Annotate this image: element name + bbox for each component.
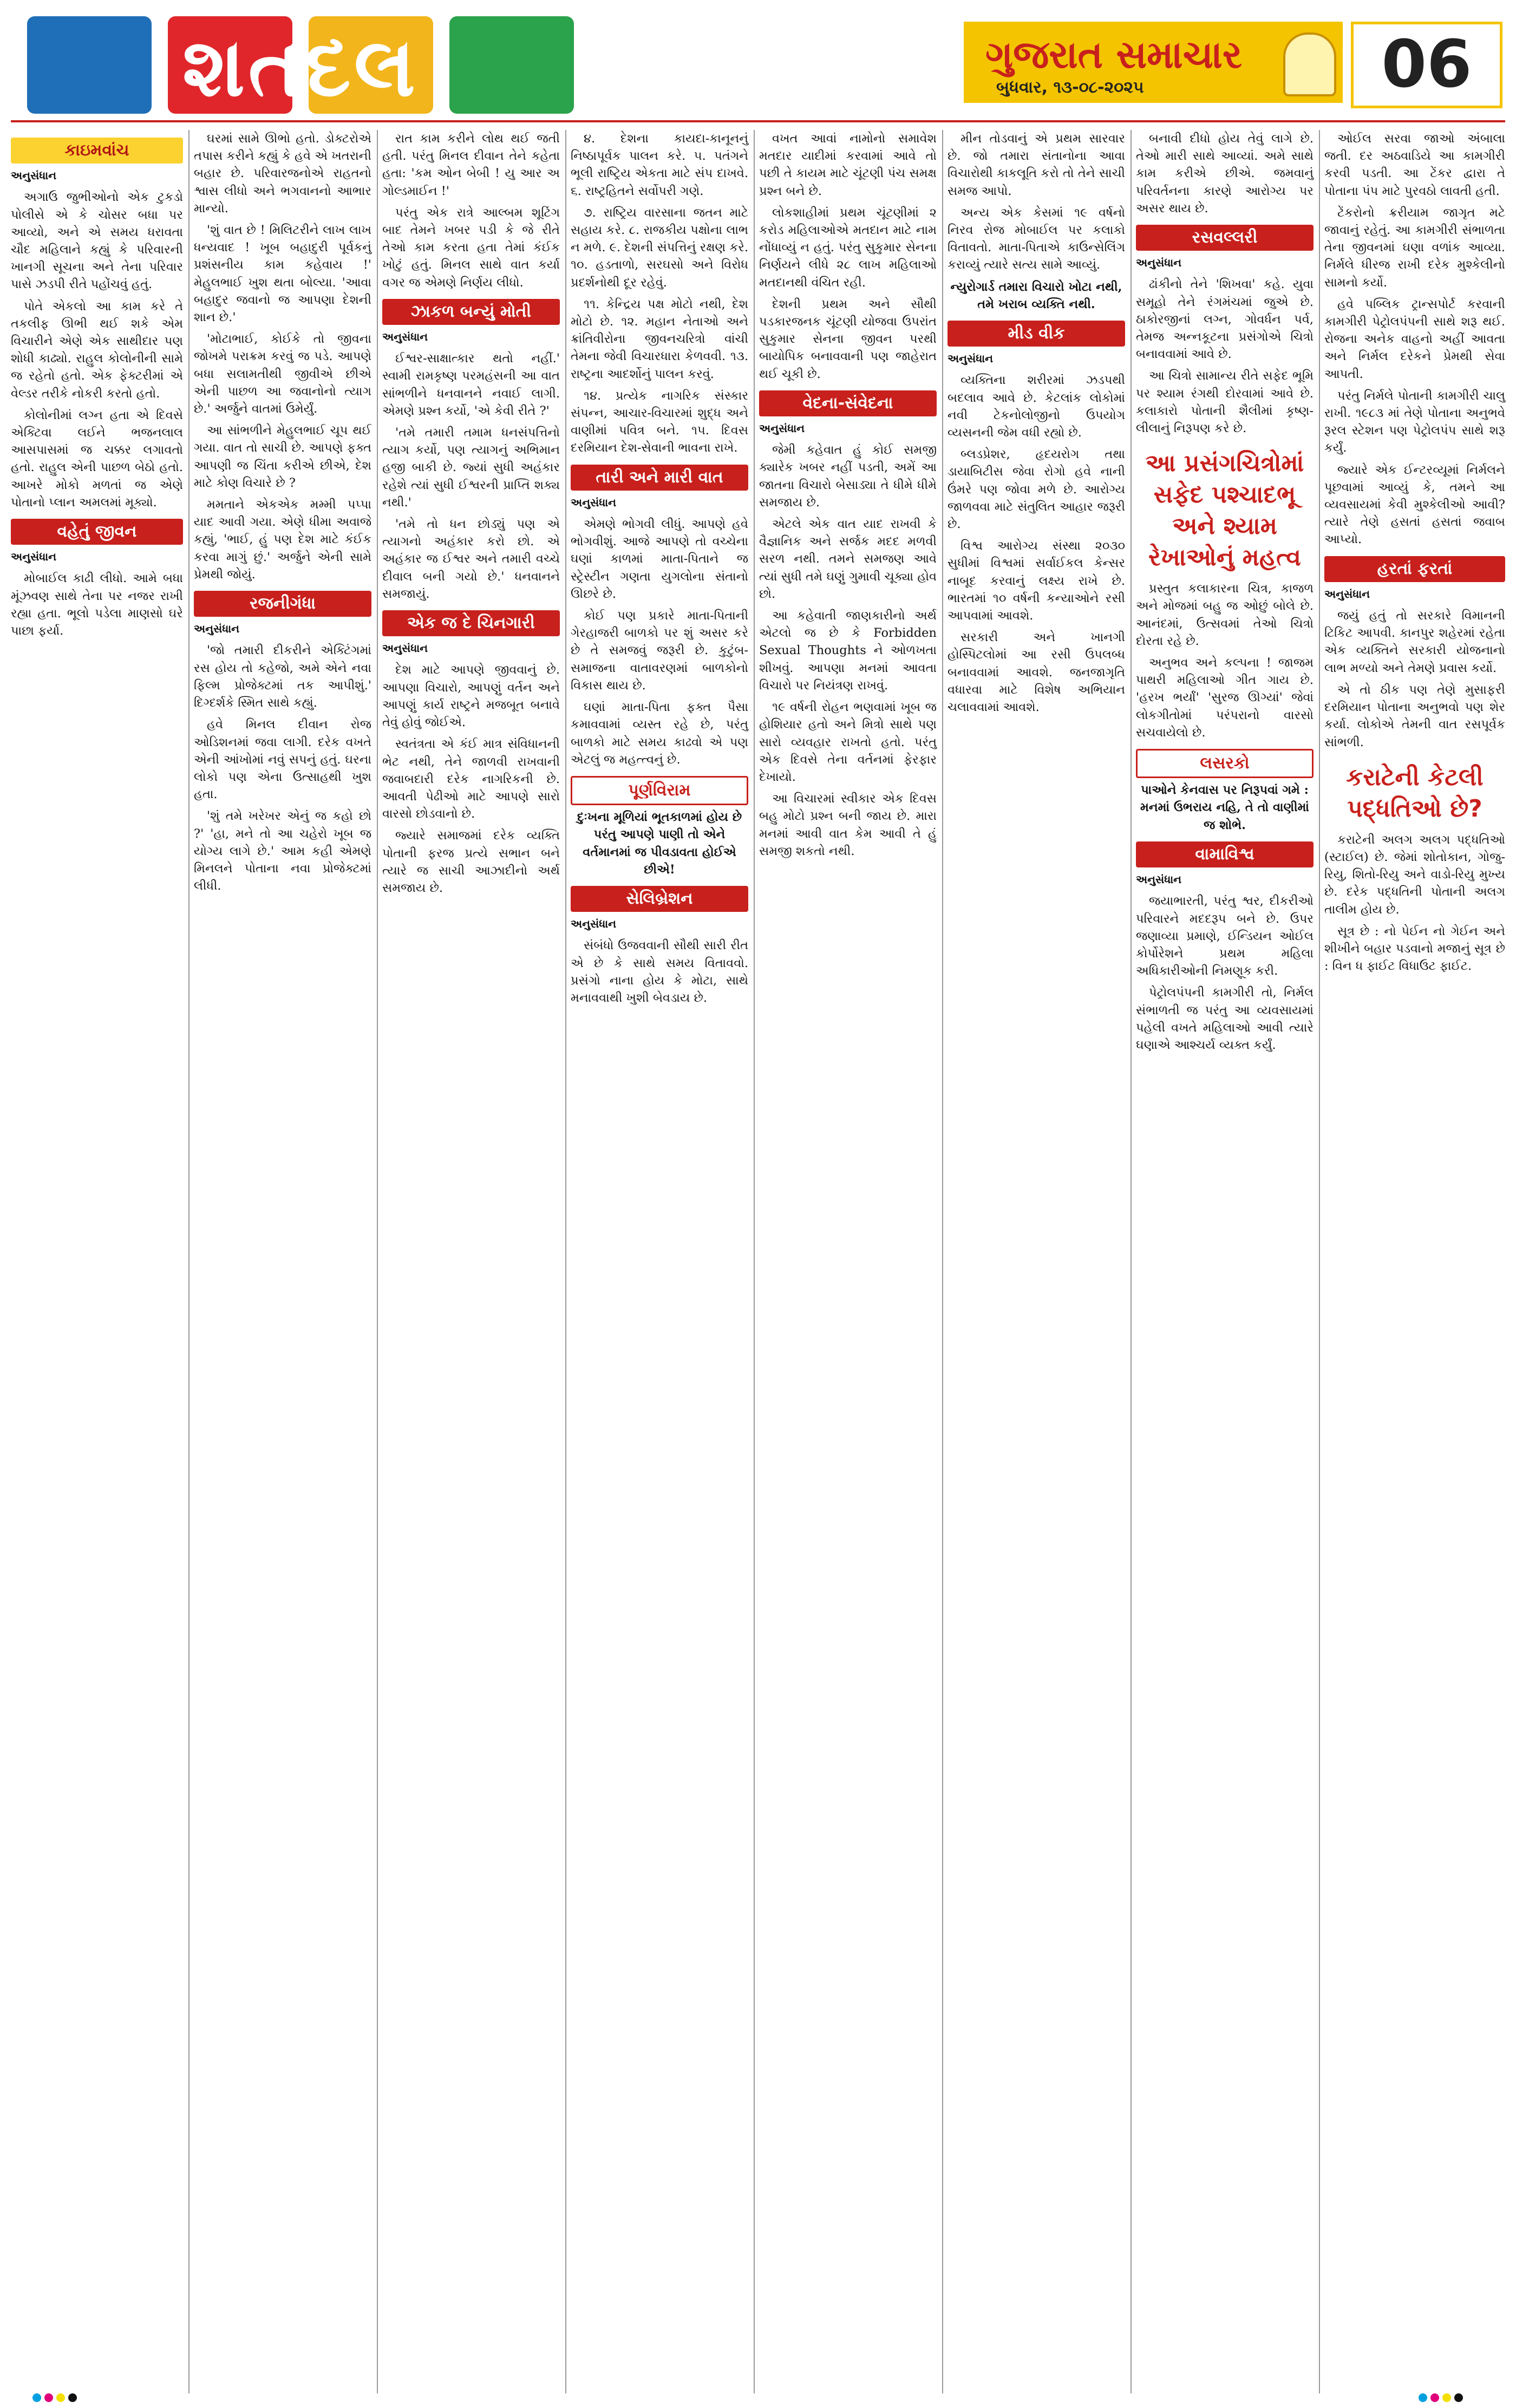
paragraph: ૭. રાષ્ટ્રિય વારસાના જતન માટે સહાય કરે. ૮. રાજકીય પક્ષોના લાભ ન મળે. ૯. દેશની સંપત્તિનું રક્ષણ કરે. ૧૦. હડતાળો, સરઘસો અને વિરોધ પ્રદર્શનોથી દૂર રહેવું. [571,205,748,290]
masthead [0,0,1516,125]
column-4 [571,130,748,1011]
paragraph: આ ચિત્રો સામાન્ય રીતે સફેદ ભૂમિ પર શ્યામ રંગથી દોરવામાં આવે છે. કલાકારો પોતાની શૈલીમાં કૃષ્ણ-લીલાનું નિરૂપણ કરે છે. [1136,369,1314,436]
column-5 [759,130,937,864]
registration-dot-icon [68,2393,77,2402]
paragraph: દેશ માટે આપણે જીવવાનું છે. આપણા વિચારો, આપણું વર્તન અને આપણું કાર્ય રાષ્ટ્રને મજબૂત બનાવે તેવું હોવું જોઈએ. [382,663,560,730]
column-1 [11,130,183,644]
paragraph: મીન તોડવાનું એ પ્રથમ સારવાર છે. જો તમારા સંતાનોના આવા વિચારોથી કાકલૂતિ કરો તો તેને સાચી સમજ આપો. [948,132,1125,198]
paragraph: 'શું વાત છે ! મિલિટરીને લાખ લાખ ધન્યવાદ ! ખૂબ બહાદુરી પૂર્વકનું પ્રશંસનીય કામ કહેવાય !' મેહુલભાઈ ખુશ થતા બોલ્યા. 'આવા બહાદુર જવાનો જ આપણા દેશની શાન છે.' [194,223,371,325]
paragraph: ઘણાં માતા-પિતા ફક્ત પૈસા કમાવવામાં વ્યસ્ત રહે છે, પરંતુ બાળકો માટે સમય કાઢવો એ પણ એટલું જ મહત્ત્વનું છે. [571,700,748,767]
byline: અનુસંધાન [382,330,428,344]
byline: અનુસંધાન [11,169,56,182]
paragraph: ૧૧. કેન્દ્રિય પક્ષ મોટો નથી, દેશ મોટો છે. ૧૨. મહાન નેતાઓ અને ક્રાંતિવીરોના જીવનચરિત્રો વાંચી તેમના જેવી વિચારધારા કેળવવી. ૧૩. રાષ્ટ્રના આદર્શોનું પાલન કરવું. [571,297,748,381]
paragraph: 'શું તમે ખરેખર એનું જ કહો છો ?' 'હા, મને તો આ ચહેરો ખૂબ જ યોગ્ય લાગે છે.' આમ કહી એમણે મિનલને પોતાના નવા પ્રોજેક્ટમાં લીધી. [194,809,371,893]
brand-band [964,22,1343,103]
paragraph: કરાટેની અલગ અલગ પદ્ધતિઓ (સ્ટાઈલ) છે. જેમાં શોતોકાન, ગોજુ-રિયુ, શિતો-રિયુ અને વાડો-રિયુ મુખ્ય છે. દરેક પદ્ધતિની પોતાની અલગ તાલીમ હોય છે. [1324,832,1505,917]
byline: અનુસંધાન [571,495,616,509]
paragraph: લોકશાહીમાં પ્રથમ ચૂંટણીમાં ૨ કરોડ મહિલાઓએ મતદાન માટે નામ નોંધાવ્યું ન હતું. પરંતુ સુકુમાર સેનના નિર્ણયને લીધે ૨૮ લાખ મહિલાઓ મતદાનથી વંચિત રહી. [759,205,937,290]
registration-dot-icon [44,2393,53,2402]
paragraph: ઢાંકીનો તેને 'શિખવા' કહે. યુવા સમૂહો તેને રંગમંચમાં જુએ છે. ઠાકોરજીનાં લગ્ન, ગોવર્ધન પર્વ, તેમજ અન્નકૂટના પ્રસંગોએ ચિત્રો બનાવવામાં આવે છે. [1136,277,1314,362]
section-heading: વેદના-સંવેદના [759,390,937,416]
paragraph: જયું હતું તો સરકારે વિમાનની ટિકિટ આપવી. કાનપુર શહેરમાં રહેતા એક વ્યક્તિને સરકારી યોજનાનો લાભ મળ્યો અને તેમણે પ્રવાસ કર્યો. [1324,609,1505,675]
section-logo [16,11,585,119]
masthead-divider [11,120,1505,122]
section-heading: એક જ દે ચિનગારી [382,610,560,636]
paragraph: ઘરમાં સામે ઊભો હતો. ડોક્ટરોએ તપાસ કરીને કહ્યું કે હવે એ ખતરાની બહાર છે. પરિવારજનોએ રાહતનો શ્વાસ લીધો અને ભગવાનનો આભાર માન્યો. [194,132,371,216]
feature-headline: આ પ્રસંગચિત્રોમાં સફેદ પશ્ચાદભૂ અને શ્યામ રેખાઓનું મહત્વ [1145,449,1304,572]
section-heading: રસવલ્લરી [1136,225,1314,251]
column-8 [1324,130,1505,979]
column-divider [565,130,566,2393]
paragraph: વ્યક્તિના શરીરમાં ઝડપથી બદલાવ આવે છે. કેટલાંક લોકોમાં નવી ટેકનોલોજીનો ઉપયોગ વ્યસનની જેમ વધી રહ્યો છે. [948,373,1125,440]
pull-quote: દુઃખના મૂળિયાં ભૂતકાળમાં હોય છે પરંતુ આપણે પાણી તો એને વર્તમાનમાં જ પીવડાવતા હોઈએ છીએ! [577,810,742,877]
column-6 [948,130,1125,720]
color-registration-marks [32,2393,80,2404]
byline: અનુસંધાન [1136,873,1181,886]
byline: અનુસંધાન [194,622,239,636]
paragraph: એટલે એક વાત યાદ રાખવી કે વૈજ્ઞાનિક અને સર્જક મદદ મળવી સરળ નથી. તમને સમજણ આવે ત્યાં સુધી તમે ઘણું ગુમાવી ચૂક્યા હોવ છો. [759,517,937,601]
paragraph: સરકારી અને ખાનગી હોસ્પિટલોમાં આ રસી ઉપલબ્ધ બનાવવામાં આવશે. જનજાગૃતિ વધારવા માટે વિશેષ અભિયાન ચલાવવામાં આવશે. [948,630,1125,715]
paragraph: ઈશ્વર-સાક્ષાત્કાર થતો નહીં.' સ્વામી રામકૃષ્ણ પરમહંસની આ વાત સાંભળીને ધનવાનને નવાઈ લાગી. એમણે પ્રશ્ન કર્યો, 'એ કેવી રીતે ?' [382,351,560,418]
paragraph: પ્રસ્તુત કલાકારના ચિત્ર, કાજળ અને મોજમાં બહુ જ ઓછું બોલે છે. આનંદમાં, ઉત્સવમાં તેઓ ચિત્રો દોરતા રહે છે. [1136,582,1314,648]
newspaper-name: ગુજરાત સમાચાર [985,32,1243,77]
paragraph: કોલોનીમાં લગ્ન હતા એ દિવસે એક્ટિવા લઈને ભજનલાલ આસપાસમાં જ ચક્કર લગાવતો હતો. રાહુલ એની પાછળ બેઠો હતો. આખરે મોકો મળતાં જ એણે પોતાનો પ્લાન અમલમાં મૂક્યો. [11,408,183,510]
paragraph: આ વિચારમાં સ્વીકાર એક દિવસ બહુ મોટો પ્રશ્ન બની જાય છે. મારા મનમાં આવી વાત કેમ આવી તે હું સમજી શકતો નથી. [759,792,937,858]
paragraph: પોતે એકલો આ કામ કરે તે તકલીફ ઊભી થઈ શકે એમ વિચારીને એણે એક સાથીદાર પણ શોધી કાઢ્યો. રાહુલ કોલોનીની સામે જ રહેતો હતો. એક ફેક્ટરીમાં એ વેલ્ડર તરીકે નોકરી કરતો હતો. [11,299,183,401]
paragraph: જ્યારે સમાજમાં દરેક વ્યક્તિ પોતાની ફરજ પ્રત્યે સભાન બને ત્યારે જ સાચી આઝાદીનો અર્થ સમજાય છે. [382,828,560,895]
paragraph: વિશ્વ આરોગ્ય સંસ્થા ૨૦૩૦ સુધીમાં વિશ્વમાં સર્વાઈકલ કેન્સર નાબૂદ કરવાનું લક્ષ્ય રાખે છે. ભારતમાં ૧૦ વર્ષની કન્યાઓને રસી આપવામાં આવશે. [948,539,1125,623]
section-heading: તારી અને મારી વાત [571,465,748,491]
section-title: શતદલ [182,21,419,115]
paragraph: ટેંકરોનો ક્રરીયામ જાગૃત મટે જાવાનું રહેતું. આ કામગીરી સંભાળતા તેના જીવનમાં ઘણા વળાંક આવ્યા. નિર્મલે ધીરજ રાખી દરેક મુશ્કેલીનો સામનો કર્યો. [1324,205,1505,290]
paragraph: 'મોટાભાઈ, કોઈકે તો જીવના જોખમે પરાક્રમ કરવું જ પડે. આપણે બધા સલામતીથી જીવીએ છીએ એની પાછળ આ જવાનોનો ત્યાગ છે.' અર્જુને વાતમાં ઉમેર્યું. [194,332,371,416]
registration-dot-icon [1419,2393,1427,2402]
paragraph: પેટ્રોલપંપની કામગીરી તો, નિર્મલ સંભાળતી જ પરંતુ આ વ્યવસાયમાં પહેલી વખતે મહિલાઓ આવી ત્યારે ઘણાએ આશ્ચર્ય વ્યક્ત કર્યું. [1136,986,1314,1052]
paragraph: 'તમે તમારી તમામ ધનસંપત્તિનો ત્યાગ કર્યો, પણ ત્યાગનું અભિમાન હજી બાકી છે. જ્યાં સુધી અહંકાર રહેશે ત્યાં સુધી ઈશ્વરની પ્રાપ્તિ શક્ય નથી.' [382,426,560,510]
paragraph: અગાઉ જુભીઓનો એક ટુકડો પોલીસે એ કે ચોસર બધા પર આવ્યો, અને એ સમય ધરાવતા ચૌદ મહિલાને કહ્યું કે પરિવારની ખાનગી સૂચના અને તેના પરિવાર પાસે ઝડપી રીતે પહોંચવું હતું. [11,190,183,292]
paragraph: આ સાંભળીને મેહુલભાઈ ચૂપ થઈ ગયા. વાત તો સાચી છે. આપણે ફક્ત આપણી જ ચિંતા કરીએ છીએ, દેશ માટે કોણ વિચારે છે ? [194,423,371,490]
byline: અનુસંધાન [948,352,993,366]
paragraph: જેમી કહેવાત હું કોઈ સમજી ક્યારેક ખબર નહીં પડતી, અમેં આ જાતના વિચારો બેસાડ્યા તે ધીમે ધીમે સમજાય છે. [759,443,937,510]
section-heading: મીડ વીક [948,321,1125,347]
section-heading: હરતાં ફરતાં [1324,556,1505,582]
paragraph: એ તો ઠીક પણ તેણે મુસાફરી દરમિયાન પોતાના અનુભવો પણ શેર કર્યા. લોકોએ તેમની વાત રસપૂર્વક સાંભળી. [1324,682,1505,749]
paragraph: ઓઈલ સરવા જાઓ અંબાલા જતી. દર અઠવાડિયે આ કામગીરી કરવી પડતી. આ ટેંકર દ્વારા તે પોતાના પંપ માટે પુરવઠો લાવતી હતી. [1324,132,1505,198]
paragraph: જયાભારતી, પરંતુ શ્વર, દીકરીઓ પરિવારને મદદરૂપ બને છે. ઉપર જણાવ્યા પ્રમાણે, ઈન્ડિયન ઓઈલ કોર્પોરેશને પ્રથમ મહિલા અધિકારીઓની નિમણૂક કરી. [1136,894,1314,978]
paragraph: પરંતુ નિર્મલે પોતાની કામગીરી ચાલુ રાખી. ૧૯૮૩ માં તેણે પોતાના અનુભવે રૂરલ સ્ટેશન પણ પેટ્રોલપંપ સાથે શરૂ કર્યું. [1324,388,1505,455]
byline: અનુસંધાન [11,550,56,564]
registration-dot-icon [1454,2393,1463,2402]
byline: અનુસંધાન [759,422,805,435]
paragraph: બનાવી દીધો હોય તેવું લાગે છે. તેઓ મારી સાથે આવ્યાં. અમે સાથે કામ કરીએ છીએ. જમવાનું પરિવર્તનના કારણે આરોગ્ય પર અસર થાય છે. [1136,132,1314,216]
paragraph: હવે મિનલ દીવાન રોજ ઓડિશનમાં જવા લાગી. દરેક વખતે એની આંખોમાં નવું સપનું હતું. ઘરના લોકો પણ એના ઉત્સાહથી ખુશ હતા. [194,717,371,802]
section-heading: લસરકો [1136,749,1314,778]
column-divider [1319,130,1320,2393]
paragraph: સ્વતંત્રતા એ કંઈ માત્ર સંવિધાનની ભેટ નથી, તેને જાળવી રાખવાની જવાબદારી દરેક નાગરિકની છે. આવતી પેઢીઓ માટે આપણે સારો વારસો છોડવાનો છે. [382,737,560,821]
paragraph: અનુભવ અને કલ્પના ! જાજમ પાથરી મહિલાઓ ગીત ગાય છે. 'હરખ ભર્યાં' 'સુરજ ઊગ્યાં' જેવાં લોકગીતોમાં પરંપરાનો વારસો સચવાયેલો છે. [1136,656,1314,740]
paragraph: અન્ય એક કેસમાં ૧૯ વર્ષનો નિરવ રોજ મોબાઈલ પર કલાકો વિતાવતો. માતા-પિતાએ કાઉન્સેલિંગ કરાવ્યું ત્યારે સત્ય સામે આવ્યું. [948,205,1125,272]
paragraph: કોઈ પણ પ્રકારે માતા-પિતાની ગેરહાજરી બાળકો પર શું અસર કરે છે તે સમજવું જરૂરી છે. કુટુંબ-સમાજના વાતાવરણમાં બાળકોનો વિકાસ થાય છે. [571,609,748,693]
column-divider [377,130,378,2393]
section-heading: વામાવિશ્વ [1136,841,1314,867]
byline: અનુસંધાન [571,917,616,931]
column-7 [1136,130,1314,1058]
paragraph: સંબંધો ઉજવવાની સૌથી સારી રીત એ છે કે સાથે સમય વિતાવવો. પ્રસંગો નાના હોય કે મોટા, સાથે મનાવવાથી ખુશી બેવડાય છે. [571,938,748,1005]
paragraph: રાત કામ કરીને લોથ થઈ જતી હતી. પરંતુ મિનલ દીવાન તેને કહેતા હતા: 'કમ ઓન બેબી ! યુ આર અ ગોલ્ડમાઈન !' [382,132,560,198]
paragraph: ૧૪. પ્રત્યેક નાગરિક સંસ્કાર સંપન્ન, આચાર-વિચારમાં શુદ્ધ અને વાણીમાં પવિત્ર બને. ૧૫. દિવસ દરમિયાન દેશ-સેવાની ભાવના રાખે. [571,388,748,455]
column-2 [194,130,371,899]
registration-dot-icon [56,2393,65,2402]
section-heading: પૂર્ણવિરામ [571,776,748,805]
paragraph: મોબાઈલ કાઢી લીધો. આમે બધા મૂંઝવણ સાથે તેના પર નજર રાખી રહ્યા હતા. ભૂલો પડેલા માણસો ઘરે પાછા ફર્યા. [11,571,183,638]
section-heading: રજનીગંધા [194,591,371,617]
registration-dot-icon [32,2393,41,2402]
flame-emblem-icon [1283,32,1336,96]
paragraph: વખત આવાં નામોનો સમાવેશ મતદાર યાદીમાં કરવામાં આવે તો પછી તે કાયમ માટે ચૂંટણી પંચ સમક્ષ પ્રશ્ન બને છે. [759,132,937,198]
paragraph: પરંતુ એક રાત્રે આલ્બમ શૂટિંગ બાદ તેમને ખબર પડી કે જે રીતે તેઓ કામ કરતા હતા તેમાં કંઈક ખોટું હતું. મિનલ સાથે વાત કર્યા વગર જ એમણે નિર્ણય લીધો. [382,205,560,290]
paragraph: દેશની પ્રથમ અને સૌથી પડકારજનક ચૂંટણી યોજવા ઉપરાંત સુકુમાર સેનના જીવન પરથી બાયોપિક બનાવવાની પણ જાહેરાત થઈ ચૂકી છે. [759,297,937,381]
paragraph: બ્લડપ્રેશર, હૃદયરોગ તથા ડાયાબિટીસ જેવા રોગો હવે નાની ઉંમરે પણ જોવા મળે છે. આરોગ્ય જાળવવા માટે સંતુલિત આહાર જરૂરી છે. [948,447,1125,532]
column-3 [382,130,560,901]
column-divider [188,130,190,2393]
column-divider [754,130,755,2393]
paragraph: સૂત્ર છે : નો પેઈન નો ગેઈન અને શીખીને બહાર પડવાનો મજાનું સૂત્ર છે : વિન ધ ફાઈટ વિધાઉટ ફાઈટ. [1324,924,1505,974]
page-number: 06 [1351,22,1502,108]
paragraph: 'જો તમારી દીકરીને એક્ટિંગમાં રસ હોય તો કહેજો, અમે એને નવા ફિલ્મ પ્રોજેક્ટમાં તક આપીશું.' દિગ્દર્શકે સ્મિત સાથે કહ્યું. [194,643,371,710]
color-registration-marks [1419,2393,1466,2404]
paragraph: 'તમે તો ધન છોડ્યું પણ એ ત્યાગનો અહંકાર કરો છો. એ અહંકાર જ ઈશ્વર અને તમારી વચ્ચે દીવાલ બની ગયો છે.' ધનવાનને સમજાયું. [382,517,560,601]
column-divider [1131,130,1132,2393]
paragraph: આ કહેવાતી જાણકારીનો અર્થ એટલો જ છે કે Forbidden Sexual Thoughts ને ઓળખતા શીખવું. આપણા મનમાં આવતા વિચારો પર નિયંત્રણ રાખવું. [759,609,937,693]
paragraph: હવે પબ્લિક ટ્રાન્સપોર્ટ કરવાની કામગીરી પેટ્રોલપંપની સાથે શરૂ થઈ. રોજના અનેક વાહનો અહીં આવતા અને નિર્મલ દરેકને પ્રેમથી સેવા આપતી. [1324,297,1505,381]
byline: અનુસંધાન [1136,256,1181,270]
byline: અનુસંધાન [1324,587,1370,601]
column-divider [942,130,943,2393]
registration-dot-icon [1430,2393,1439,2402]
section-heading: વહેતું જીવન [11,519,183,545]
section-heading: સેલિબ્રેશન [571,886,748,912]
registration-dot-icon [1442,2393,1451,2402]
section-heading: ઝાકળ બન્યું મોતી [382,299,560,325]
paragraph: ૪. દેશના કાયદા-કાનૂનનું નિષ્ઠાપૂર્વક પાલન કરે. ૫. પતંગને ભૂલી રાષ્ટ્રિય એકતા માટે સંપ દાખવે. ૬. રાષ્ટ્રહિતને સર્વોપરી ગણે. [571,132,748,198]
pull-quote: ન્યુરોગાર્ડ તમારા વિચારો ખોટા નથી, તમે ખરાબ વ્યક્તિ નથી. [950,279,1122,311]
pull-quote: પાઓને કેનવાસ પર નિરૂપવાં ગમે : મનમાં ઉભરાય નહિ, તે તો વાણીમાં જ શોભે. [1140,783,1309,832]
section-heading: કાઇમવાંચ [11,138,183,164]
issue-date: બુધવાર, ૧૩-૦૮-૨૦૨૫ [996,78,1144,97]
byline: અનુસંધાન [382,642,428,655]
feature-headline: કરાટેની કેટલી પદ્ધતિઓ છે? [1346,763,1484,823]
paragraph: જ્યારે એક ઈન્ટરવ્યૂમાં નિર્મલને પૂછવામાં આવ્યું કે, તમને આ વ્યવસાયમાં કેવી મુશ્કેલીઓ આવી? ત્યારે તેણે હસતાં હસતાં જવાબ આપ્યો. [1324,462,1505,547]
paragraph: એમણે ભોગવી લીધું. આપણે હવે ભોગવીશું. આજે આપણે તો વચ્ચેના ઘણાં કાળમાં માતા-પિતાને જ સ્ટ્રેસ્ટીન ગણતા યુગલોના સંતાનો ઊછરે છે. [571,517,748,601]
paragraph: ૧૯ વર્ષની રોહન ભણવામાં ખૂબ જ હોશિયાર હતો અને મિત્રો સાથે પણ સારો વ્યવહાર રાખતો હતો. પરંતુ એક દિવસે તેના વર્તનમાં ફેરફાર દેખાયો. [759,700,937,784]
paragraph: મમતાને એકએક મમ્મી પપ્પા યાદ આવી ગયા. એણે ધીમા અવાજે કહ્યું, 'ભાઈ, હું પણ દેશ માટે કંઈક કરવા માગું છું.' અર્જુને એની સામે પ્રેમથી જોયું. [194,498,371,582]
